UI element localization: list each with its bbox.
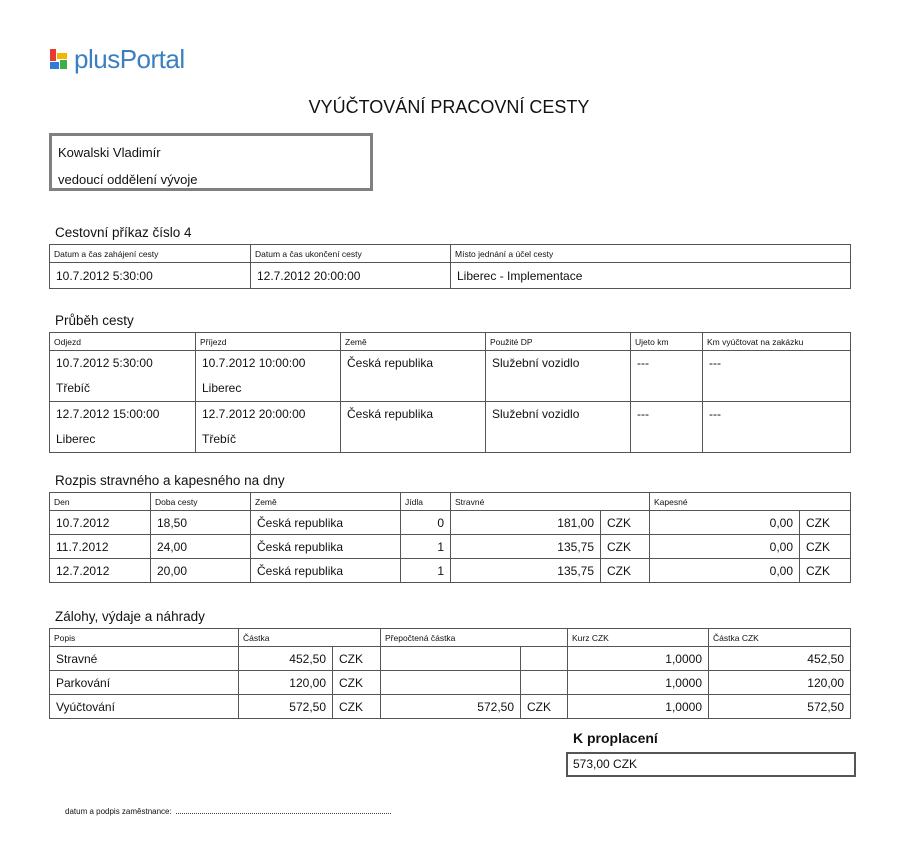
day: 12.7.2012 — [50, 559, 151, 583]
amount: 452,50 — [239, 647, 333, 671]
converted-amount: 572,50 — [381, 695, 521, 719]
meals: 1 — [401, 535, 451, 559]
arrival-time: 12.7.2012 20:00:00 — [202, 407, 306, 421]
employee-name: Kowalski Vladimír — [58, 145, 161, 160]
arrival-time: 10.7.2012 10:00:00 — [202, 356, 306, 370]
header-country: Země — [341, 333, 486, 351]
table-row — [50, 695, 851, 719]
advances-heading: Zálohy, výdaje a náhrady — [55, 609, 205, 624]
header-vehicle: Použité DP — [486, 333, 631, 351]
table-row — [50, 647, 851, 671]
daily-heading: Rozpis stravného a kapesného na dny — [55, 473, 285, 488]
country: Česká republika — [347, 407, 434, 421]
amount-currency: CZK — [333, 647, 381, 671]
header-arrival: Příjezd — [196, 333, 341, 351]
header-rate: Kurz CZK — [568, 629, 709, 647]
amount-currency: CZK — [333, 695, 381, 719]
travel-order-heading: Cestovní příkaz číslo 4 — [55, 225, 192, 240]
start-datetime: 10.7.2012 5:30:00 — [50, 263, 251, 289]
amount-czk: 452,50 — [709, 647, 851, 671]
header-end: Datum a čas ukončení cesty — [251, 245, 451, 263]
logo-text: plusPortal — [74, 43, 185, 74]
rate: 1,0000 — [568, 671, 709, 695]
country: Česká republika — [251, 511, 401, 535]
header-pocket: Kapesné — [650, 493, 851, 511]
document-title: VYÚČTOVÁNÍ PRACOVNÍ CESTY — [308, 97, 590, 117]
table-row — [50, 351, 851, 402]
allowance: 181,00 — [451, 511, 601, 535]
route-table — [49, 332, 851, 453]
header-departure: Odjezd — [50, 333, 196, 351]
header-km-order: Km vyúčtovat na zakázku — [703, 333, 851, 351]
amount: 120,00 — [239, 671, 333, 695]
end-datetime: 12.7.2012 20:00:00 — [251, 263, 451, 289]
km-order: --- — [709, 407, 721, 421]
allowance-currency: CZK — [601, 535, 650, 559]
header-amount: Částka — [239, 629, 381, 647]
plusportal-logo-icon — [48, 47, 70, 71]
table-row — [50, 511, 851, 535]
route-heading: Průběh cesty — [55, 313, 134, 328]
employee-position: vedoucí oddělení vývoje — [58, 172, 198, 187]
header-km: Ujeto km — [631, 333, 703, 351]
table-row — [50, 535, 851, 559]
place-purpose: Liberec - Implementace — [451, 263, 851, 289]
pocket-currency: CZK — [800, 559, 851, 583]
amount-czk: 120,00 — [709, 671, 851, 695]
advances-table — [49, 628, 851, 719]
meals: 1 — [401, 559, 451, 583]
departure-time: 10.7.2012 5:30:00 — [56, 356, 153, 370]
rate: 1,0000 — [568, 695, 709, 719]
daily-table — [49, 492, 851, 583]
amount: 572,50 — [239, 695, 333, 719]
rate: 1,0000 — [568, 647, 709, 671]
km-order: --- — [709, 356, 721, 370]
amount-czk: 572,50 — [709, 695, 851, 719]
country: Česká republika — [251, 535, 401, 559]
converted-currency — [521, 647, 568, 671]
country: Česká republika — [251, 559, 401, 583]
header-description: Popis — [50, 629, 239, 647]
signature-label: datum a podpis zaměstnance: — [65, 807, 172, 816]
day: 10.7.2012 — [50, 511, 151, 535]
header-czk: Částka CZK — [709, 629, 851, 647]
signature-line — [65, 806, 391, 816]
pocket-money: 0,00 — [650, 511, 800, 535]
pocket-money: 0,00 — [650, 535, 800, 559]
pocket-currency: CZK — [800, 511, 851, 535]
vehicle: Služební vozidlo — [492, 356, 580, 370]
header-day: Den — [50, 493, 151, 511]
allowance: 135,75 — [451, 535, 601, 559]
description: Stravné — [50, 647, 239, 671]
converted-currency: CZK — [521, 695, 568, 719]
meals: 0 — [401, 511, 451, 535]
description: Parkování — [50, 671, 239, 695]
arrival-place: Třebíč — [202, 432, 237, 446]
travel-order-table — [49, 244, 851, 289]
employee-box — [49, 133, 373, 191]
header-meals: Jídla — [401, 493, 451, 511]
km: --- — [637, 407, 649, 421]
description: Vyúčtování — [50, 695, 239, 719]
logo — [48, 44, 185, 74]
table-row — [50, 559, 851, 583]
arrival-place: Liberec — [202, 381, 242, 395]
header-country: Země — [251, 493, 401, 511]
allowance-currency: CZK — [601, 559, 650, 583]
converted-amount — [381, 671, 521, 695]
duration: 18,50 — [151, 511, 251, 535]
table-row — [50, 671, 851, 695]
header-converted: Přepočtená částka — [381, 629, 568, 647]
pocket-money: 0,00 — [650, 559, 800, 583]
allowance: 135,75 — [451, 559, 601, 583]
table-row — [50, 402, 851, 453]
departure-place: Třebíč — [56, 381, 91, 395]
allowance-currency: CZK — [601, 511, 650, 535]
amount-currency: CZK — [333, 671, 381, 695]
header-duration: Doba cesty — [151, 493, 251, 511]
departure-place: Liberec — [56, 432, 96, 446]
pocket-currency: CZK — [800, 535, 851, 559]
payout-value: 573,00 CZK — [566, 752, 856, 777]
duration: 20,00 — [151, 559, 251, 583]
payout-label: K proplacení — [573, 730, 658, 746]
country: Česká republika — [347, 356, 434, 370]
duration: 24,00 — [151, 535, 251, 559]
signature-dots — [176, 806, 391, 814]
header-start: Datum a čas zahájení cesty — [50, 245, 251, 263]
header-place: Místo jednání a účel cesty — [451, 245, 851, 263]
header-allowance: Stravné — [451, 493, 650, 511]
vehicle: Služební vozidlo — [492, 407, 580, 421]
departure-time: 12.7.2012 15:00:00 — [56, 407, 160, 421]
day: 11.7.2012 — [50, 535, 151, 559]
converted-amount — [381, 647, 521, 671]
converted-currency — [521, 671, 568, 695]
km: --- — [637, 356, 649, 370]
